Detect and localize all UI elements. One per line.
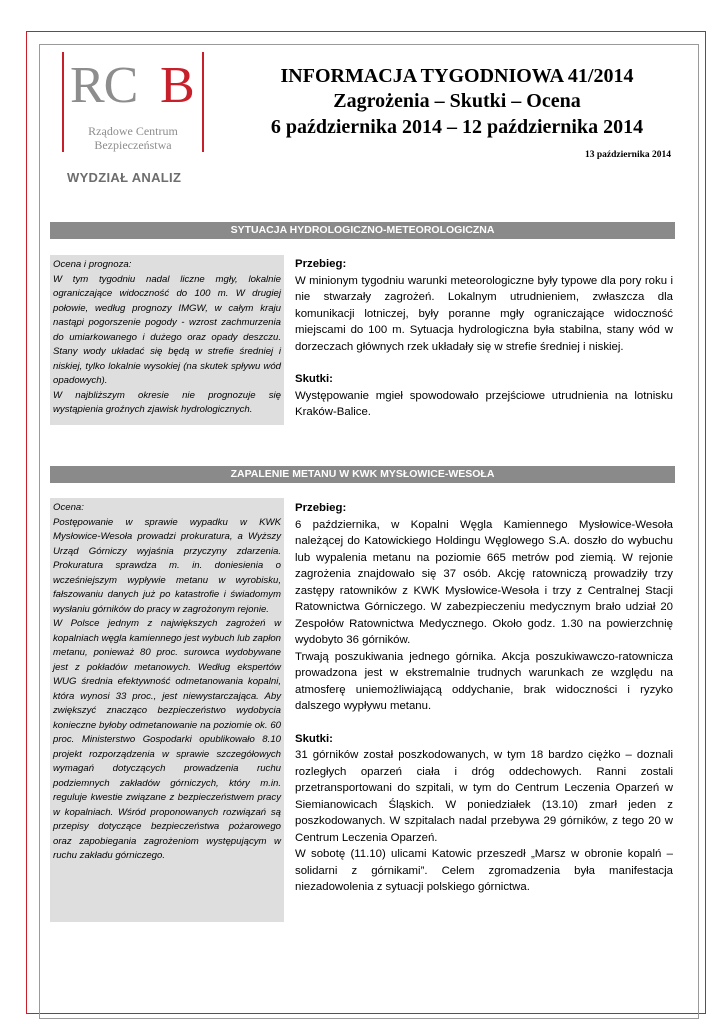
issue-date: 13 października 2014 — [584, 150, 671, 160]
effects-label: Skutki: — [295, 732, 333, 745]
logo-name-line2: Bezpieczeństwa — [94, 138, 172, 152]
effects-paragraph: Występowanie mgieł spowodowało przejściowe utrudnienia na lotnisku Kraków-Balice. — [295, 389, 673, 418]
spacer — [295, 355, 673, 371]
document-title: INFORMACJA TYGODNIOWA 41/2014 — [280, 65, 634, 87]
side-box-hydro-meteo — [50, 255, 284, 425]
side-box-paragraph: W tym tygodniu nadal liczne mgły, lokalnie ograniczające widoczność do 100 m. W drugiej połowie, według prognozy IMGW, w całym kraju nastąpi pogorszenie pogody - wzrost zachmurzenia do umiarkowanego i dużego oraz opady deszczu. Stany wody układać się będą w strefie średniej i niskiej, tylko lokalnie wysokiej (na skutek spływu wód opadowych). — [53, 273, 281, 386]
course-paragraph: W minionym tygodniu warunki meteorologiczne były typowe dla pory roku i nie stwarzały zagrożeń. Lokalnym utrudnieniem, zwłaszcza dla komunikacji lotniczej, były poranne mgły ograniczające widoczność miejscami do 100 m. Sytuacja hydrologiczna była stabilna, stany wód w dorzeczach głównych rzek układały się w strefie średniej i niskiej. — [295, 274, 673, 353]
side-box-label: Ocena i prognoza: — [53, 259, 132, 270]
document-period: 6 października 2014 – 12 października 2014 — [270, 116, 644, 138]
effects-paragraph: 31 górników został poszkodowanych, w tym 18 bardzo ciężko – doznali rozległych oparzeń ciała i dróg oddechowych. Ranni zostali przetransportowani do szpitali, w tym do Centrum Leczenia Oparzeń w Siemianowicach Śląskich. W poniedziałek (13.10) zmarł jeden z poszkodowanych. W szpitalach nadal przebywa 29 górników, z tego 20 w Centrum Leczenia Oparzeń. — [295, 749, 673, 844]
logo-letter-b: B — [160, 57, 195, 114]
course-label: Przebieg: — [295, 258, 347, 270]
logo-name-line1: Rządowe Centrum — [88, 124, 178, 138]
document-title-block — [222, 64, 692, 140]
spacer — [295, 715, 673, 731]
side-box-label: Ocena: — [53, 502, 84, 513]
effects-label: Skutki: — [295, 373, 333, 385]
logo-bar-left — [62, 52, 64, 152]
main-text-methane-fire — [295, 500, 673, 896]
course-paragraph: Trwają poszukiwania jednego górnika. Akcja poszukiwawczo-ratownicza prowadzona jest w ekstremalnie trudnych warunkach ze względu na atmosferę uniemożliwiającą oddychanie, brak widoczności i ryzyko dalszego wypływu metanu. — [295, 650, 673, 712]
logo-institution-name — [72, 124, 194, 152]
effects-paragraph: W sobotę (11.10) ulicami Katowic przeszedł „Marsz w obronie kopalń – solidarni z górnikami”. Celem zgromadzenia była manifestacja niezadowolenia z sytuacji polskiego górnictwa. — [295, 848, 673, 893]
main-text-hydro-meteo — [295, 256, 673, 421]
rcb-logo — [62, 52, 204, 157]
side-box-paragraph: W najbliższym okresie nie prognozuje się wystąpienia groźnych zjawisk hydrologicznych. — [53, 389, 281, 415]
section-header-methane-fire: ZAPALENIE METANU W KWK MYSŁOWICE-WESOŁA — [50, 466, 675, 483]
logo-bar-right — [202, 52, 204, 152]
department-label: WYDZIAŁ ANALIZ — [67, 170, 182, 185]
section-header-hydro-meteo: SYTUACJA HYDROLOGICZNO-METEOROLOGICZNA — [50, 222, 675, 239]
side-box-methane-fire — [50, 498, 284, 922]
course-label: Przebieg: — [295, 502, 347, 514]
logo-letters-rc: RC — [70, 57, 138, 114]
side-box-paragraph: Postępowanie w sprawie wypadku w KWK Mysłowice-Wesoła prowadzi prokuratura, a Wyższy Urząd Górniczy wyjaśnia przyczyny zdarzenia. Prokuratura sprawdza m. in. doniesienia o wcześniejszym wypływie metanu w wyrobisku, fałszowaniu danych już po katastrofie i świadomym wysłaniu górników do pracy w zagrożonym rejonie. — [53, 516, 281, 615]
document-subtitle: Zagrożenia – Skutki – Ocena — [333, 90, 581, 112]
side-box-paragraph: W Polsce jednym z największych zagrożeń w kopalniach węgla kamiennego jest wybuch lub zapłon metanu, ponieważ 80 proc. surowca wydobywane jest z pokładów metanowych. Według ekspertów WUG średnia efektywność odmetanowania kopalni, która wynosi 33 proc., jest niewystarczająca. Aby zwiększyć znacząco bezpieczeństwo wydobycia konieczne byłoby odmetanowanie na poziomie ok. 60 proc. Ministerstwo Gospodarki opublikowało 8.10 projekt rozporządzenia w sprawie szczegółowych wymagań dotyczących prowadzenia ruchu podziemnych zakładów górniczych, który m.in. reguluje kwestie związane z bezpieczeństwem pracy w kopalniach. Wśród proponowanych rozwiązań są przepisy dotyczące bezpieczeństwa pożarowego oraz zapobiegania zagrożeniom występującym w ruchu zakładu górniczego. — [53, 618, 281, 861]
course-paragraph: 6 października, w Kopalni Węgla Kamiennego Mysłowice-Wesoła należącej do Katowickiego Holdingu Węglowego S.A. doszło do wybuchu lub wypalenia metanu na poziomie 665 metrów pod ziemią. W rejonie zagrożenia znajdowało się 37 osób. Akcję ratowniczą prowadziły trzy zastępy ratowników z KWK Mysłowice-Wesoła i trzy z Centralnej Stacji Ratownictwa Górniczego. W zabezpieczeniu medycznym brało udział 20 Zespołów Ratownictwa Medycznego. Około godz. 1.30 na powierzchnię wydobyto 36 górników. — [295, 518, 673, 646]
